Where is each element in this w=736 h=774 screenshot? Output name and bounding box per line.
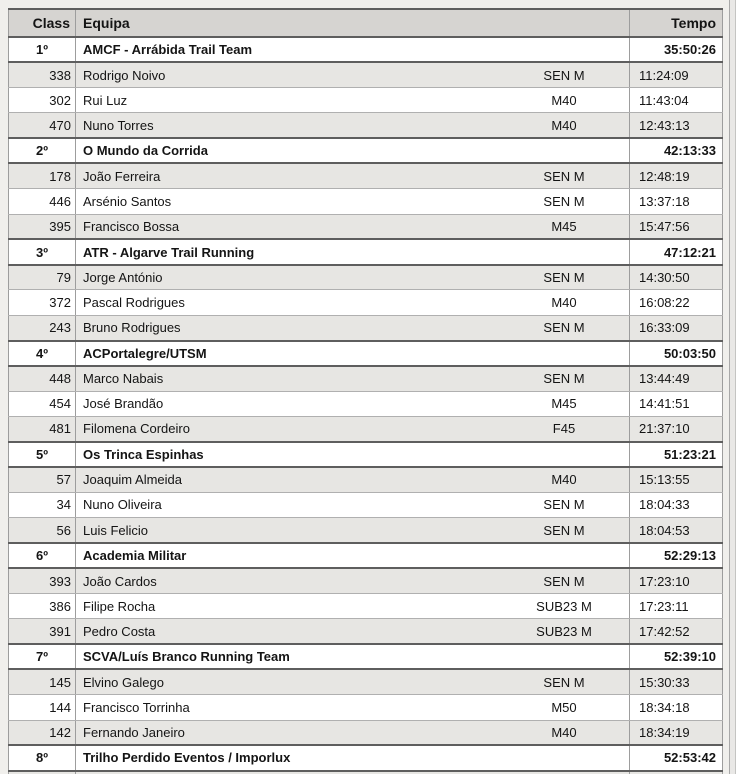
runner-name: Filomena Cordeiro	[83, 421, 190, 437]
runner-team-cell	[76, 366, 630, 391]
runner-category: SEN M	[543, 270, 585, 286]
runner-category: SEN M	[543, 320, 585, 336]
runner-time: 15:47:56	[630, 214, 723, 239]
team-name: Os Trinca Espinhas	[76, 442, 630, 467]
runner-category: M45	[551, 396, 577, 412]
runner-team-cell	[76, 315, 630, 340]
team-rank: 2º	[9, 138, 76, 163]
runner-row	[9, 290, 723, 315]
clipped-cell	[76, 771, 630, 774]
runner-team-cell	[76, 163, 630, 188]
runner-row	[9, 416, 723, 441]
runner-name: Luis Felicio	[83, 522, 149, 538]
team-time: 42:13:33	[630, 138, 723, 163]
runner-time: 18:34:19	[630, 720, 723, 745]
runner-category: SEN M	[543, 497, 585, 513]
runner-time: 11:43:04	[630, 88, 723, 113]
runner-team-cell	[76, 391, 630, 416]
team-name: Trilho Perdido Eventos / Imporlux	[76, 745, 630, 770]
runner-bib: 395	[9, 214, 76, 239]
team-rank: 3º	[9, 239, 76, 264]
team-row	[9, 341, 723, 366]
runner-time: 17:23:10	[630, 568, 723, 593]
runner-team-cell	[76, 214, 630, 239]
runner-team-cell	[76, 113, 630, 138]
runner-name: Francisco Bossa	[83, 218, 180, 234]
runner-team-cell	[76, 467, 630, 492]
runner-category: M45	[551, 218, 577, 234]
runner-category: SEN M	[543, 573, 585, 589]
runner-category: SEN M	[543, 371, 585, 387]
runner-name: Fernando Janeiro	[83, 724, 185, 740]
team-row	[9, 745, 723, 770]
runner-category: SEN M	[543, 67, 585, 83]
runner-bib: 481	[9, 416, 76, 441]
runner-bib: 144	[9, 695, 76, 720]
runner-category: M40	[551, 472, 577, 488]
runner-category: M40	[551, 92, 577, 108]
runner-time: 12:48:19	[630, 163, 723, 188]
runner-bib: 142	[9, 720, 76, 745]
runner-name: Jorge António	[83, 270, 163, 286]
runner-team-cell	[76, 619, 630, 644]
runner-name: Pascal Rodrigues	[83, 295, 185, 311]
team-rank: 5º	[9, 442, 76, 467]
team-row	[9, 37, 723, 62]
header-row	[9, 9, 723, 37]
runner-row	[9, 568, 723, 593]
runner-category: SUB23 M	[536, 623, 592, 639]
runner-team-cell	[76, 518, 630, 543]
runner-time: 18:34:18	[630, 695, 723, 720]
runner-name: Marco Nabais	[83, 371, 164, 387]
runner-name: Pedro Costa	[83, 623, 156, 639]
runner-category: M40	[551, 117, 577, 133]
runner-time: 13:44:49	[630, 366, 723, 391]
runner-name: João Cardos	[83, 573, 157, 589]
runner-team-cell	[76, 290, 630, 315]
runner-category: F45	[552, 421, 576, 437]
runner-row	[9, 366, 723, 391]
runner-team-cell	[76, 669, 630, 694]
runner-bib: 178	[9, 163, 76, 188]
runner-row	[9, 695, 723, 720]
results-table-header	[9, 9, 723, 37]
column-header-team: Equipa	[76, 9, 630, 37]
team-rank: 1º	[9, 37, 76, 62]
team-rank: 8º	[9, 745, 76, 770]
runner-team-cell	[76, 189, 630, 214]
runner-bib: 34	[9, 492, 76, 517]
page-frame-gutter	[730, 0, 736, 774]
team-name: O Mundo da Corrida	[76, 138, 630, 163]
runner-name: Joaquim Almeida	[83, 472, 182, 488]
team-rank: 7º	[9, 644, 76, 669]
team-name: Academia Militar	[76, 543, 630, 568]
runner-time: 18:04:53	[630, 518, 723, 543]
runner-time: 17:42:52	[630, 619, 723, 644]
runner-bib: 446	[9, 189, 76, 214]
column-header-time: Tempo	[630, 9, 723, 37]
runner-time: 11:24:09	[630, 62, 723, 87]
runner-time: 13:37:18	[630, 189, 723, 214]
runner-time: 18:04:33	[630, 492, 723, 517]
runner-row	[9, 189, 723, 214]
runner-time: 15:30:33	[630, 669, 723, 694]
runner-time: 12:43:13	[630, 113, 723, 138]
runner-row	[9, 88, 723, 113]
runner-row	[9, 619, 723, 644]
runner-bib: 372	[9, 290, 76, 315]
runner-team-cell	[76, 265, 630, 290]
runner-bib: 79	[9, 265, 76, 290]
column-header-class: Class	[9, 9, 76, 37]
runner-time: 21:37:10	[630, 416, 723, 441]
runner-name: Filipe Rocha	[83, 598, 156, 614]
runner-bib: 386	[9, 594, 76, 619]
runner-name: Rui Luz	[83, 92, 128, 108]
runner-row	[9, 518, 723, 543]
runner-row	[9, 467, 723, 492]
clipped-row	[9, 771, 723, 774]
runner-row	[9, 62, 723, 87]
team-time: 51:23:21	[630, 442, 723, 467]
runner-team-cell	[76, 416, 630, 441]
runner-row	[9, 669, 723, 694]
team-name: AMCF - Arrábida Trail Team	[76, 37, 630, 62]
runner-name: Rodrigo Noivo	[83, 67, 166, 83]
runner-team-cell	[76, 88, 630, 113]
results-table-container	[8, 8, 723, 774]
runner-name: Francisco Torrinha	[83, 699, 190, 715]
runner-row	[9, 492, 723, 517]
runner-bib: 56	[9, 518, 76, 543]
runner-bib: 393	[9, 568, 76, 593]
runner-category: SEN M	[543, 168, 585, 184]
runner-time: 15:13:55	[630, 467, 723, 492]
team-time: 50:03:50	[630, 341, 723, 366]
runner-time: 14:41:51	[630, 391, 723, 416]
runner-bib: 391	[9, 619, 76, 644]
runner-name: Nuno Torres	[83, 117, 154, 133]
runner-category: M40	[551, 295, 577, 311]
runner-row	[9, 720, 723, 745]
runner-bib: 470	[9, 113, 76, 138]
runner-time: 17:23:11	[630, 594, 723, 619]
team-time: 52:39:10	[630, 644, 723, 669]
team-time: 47:12:21	[630, 239, 723, 264]
runner-time: 14:30:50	[630, 265, 723, 290]
team-row	[9, 644, 723, 669]
runner-team-cell	[76, 62, 630, 87]
runner-time: 16:08:22	[630, 290, 723, 315]
runner-name: José Brandão	[83, 396, 164, 412]
runner-team-cell	[76, 492, 630, 517]
runner-name: Bruno Rodrigues	[83, 320, 181, 336]
team-time: 52:53:42	[630, 745, 723, 770]
team-time: 35:50:26	[630, 37, 723, 62]
runner-team-cell	[76, 568, 630, 593]
team-time: 52:29:13	[630, 543, 723, 568]
runner-category: SEN M	[543, 193, 585, 209]
runner-row	[9, 594, 723, 619]
team-name: ACPortalegre/UTSM	[76, 341, 630, 366]
runner-time: 16:33:09	[630, 315, 723, 340]
results-table	[8, 8, 723, 774]
runner-name: Arsénio Santos	[83, 193, 172, 209]
team-name: ATR - Algarve Trail Running	[76, 239, 630, 264]
runner-name: Nuno Oliveira	[83, 497, 162, 513]
team-rank: 6º	[9, 543, 76, 568]
runner-category: SUB23 M	[536, 598, 592, 614]
clipped-cell	[630, 771, 723, 774]
clipped-cell	[9, 771, 76, 774]
runner-bib: 454	[9, 391, 76, 416]
runner-row	[9, 391, 723, 416]
runner-category: M50	[551, 699, 577, 715]
team-rank: 4º	[9, 341, 76, 366]
runner-team-cell	[76, 720, 630, 745]
team-name: SCVA/Luís Branco Running Team	[76, 644, 630, 669]
runner-row	[9, 214, 723, 239]
runner-team-cell	[76, 594, 630, 619]
results-table-body	[9, 37, 723, 774]
team-row	[9, 543, 723, 568]
runner-row	[9, 113, 723, 138]
runner-row	[9, 315, 723, 340]
team-row	[9, 138, 723, 163]
runner-bib: 145	[9, 669, 76, 694]
runner-category: M40	[551, 724, 577, 740]
runner-category: SEN M	[543, 522, 585, 538]
runner-name: Elvino Galego	[83, 674, 164, 690]
runner-team-cell	[76, 695, 630, 720]
runner-row	[9, 163, 723, 188]
runner-name: João Ferreira	[83, 168, 161, 184]
team-row	[9, 239, 723, 264]
runner-row	[9, 265, 723, 290]
runner-category: SEN M	[543, 674, 585, 690]
runner-bib: 448	[9, 366, 76, 391]
runner-bib: 302	[9, 88, 76, 113]
team-row	[9, 442, 723, 467]
runner-bib: 57	[9, 467, 76, 492]
runner-bib: 338	[9, 62, 76, 87]
runner-bib: 243	[9, 315, 76, 340]
